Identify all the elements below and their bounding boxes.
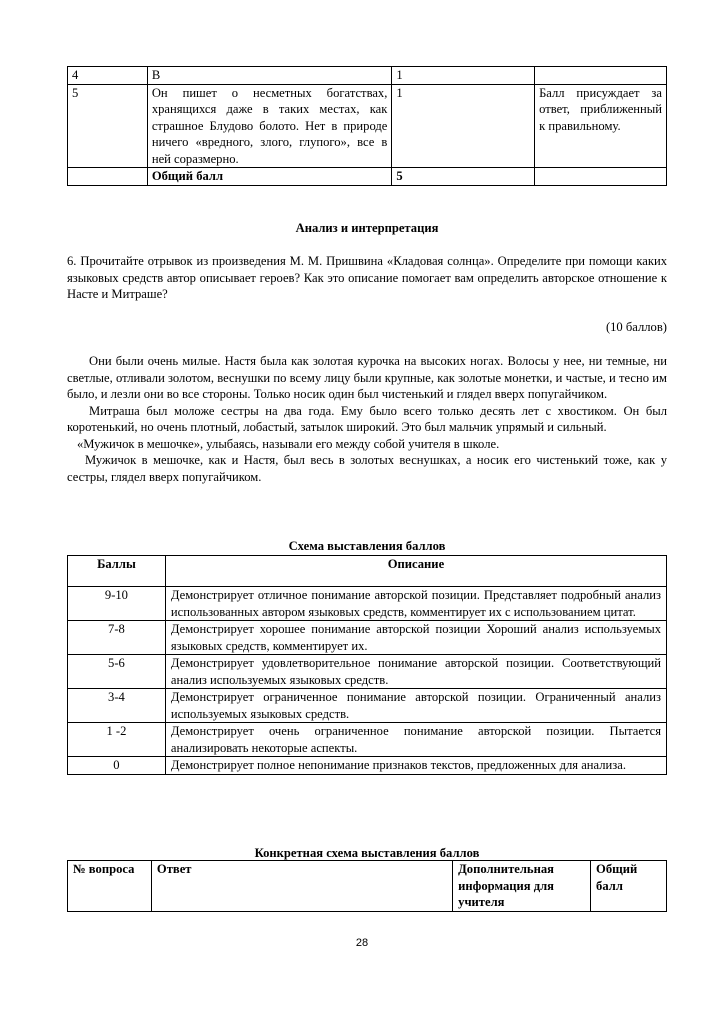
row-number: 5: [68, 84, 148, 168]
description-cell: Демонстрирует ограниченное понимание авторской позиции. Ограниченный анализ используемых языковых средств.: [165, 689, 666, 723]
note-cell: Балл присуждает за ответ, приближенный к правильному.: [535, 84, 667, 168]
column-header-info: Дополнительная информация для учителя: [453, 861, 591, 912]
table-row: [68, 67, 667, 85]
table-row: [68, 757, 667, 775]
table-row: [68, 655, 667, 689]
concrete-scoring-table: [67, 860, 667, 912]
table-header-row: [68, 861, 667, 912]
scoring-scheme-table: [67, 555, 667, 775]
empty-cell: [535, 168, 667, 186]
table-row: [68, 587, 667, 621]
score-cell: 1: [392, 67, 535, 85]
column-header-points: Баллы: [68, 556, 166, 587]
table-header-row: [68, 556, 667, 587]
excerpt-paragraph: «Мужичок в мешочке», улыбаясь, называли его между собой учителя в школе.: [77, 436, 500, 451]
column-header-description: Описание: [165, 556, 666, 587]
page-number: 28: [355, 937, 369, 949]
points-cell: 3-4: [68, 689, 166, 723]
description-cell: Демонстрирует отличное понимание авторской позиции. Представляет подробный анализ использованных автором языковых средств, комментирует их с использованием цитат.: [165, 587, 666, 621]
excerpt-paragraph: Мужичок в мешочке, как и Настя, был весь в золотых веснушках, а носик его чистенький тоже, как у сестры, глядел вверх попугайчиком.: [67, 453, 667, 484]
points-cell: 9-10: [68, 587, 166, 621]
description-cell: Демонстрирует полное непонимание признаков текстов, предложенных для анализа.: [165, 757, 666, 775]
total-value: 5: [392, 168, 535, 186]
note-cell: [535, 67, 667, 85]
points-cell: 0: [68, 757, 166, 775]
excerpt-paragraph: Они были очень милые. Настя была как золотая курочка на высоких ногах. Волосы у нее, ни темные, ни светлые, отливали золотом, веснушки по всему лицу были крупные, как золотые монетки, и частые, и тесно им было, и лезли они во все стороны. Только носик один был чистенький и глядел вверх попугайчиком.: [67, 354, 667, 401]
table-row: [68, 723, 667, 757]
points-cell: 1 -2: [68, 723, 166, 757]
points-label: (10 баллов): [605, 320, 667, 334]
top-score-table: [67, 66, 667, 186]
description-cell: Демонстрирует хорошее понимание авторской позиции Хороший анализ используемых языковых средств, комментирует их.: [165, 621, 666, 655]
scheme-heading: Схема выставления баллов: [288, 539, 446, 553]
table-row-total: [68, 168, 667, 186]
concrete-scheme-heading: Конкретная схема выставления баллов: [254, 846, 480, 860]
excerpt-paragraph: Митраша был моложе сестры на два года. Ему было всего только десять лет с хвостиком. Он был коротенький, но очень плотный, лобастый, затылок широкий. Это был мальчик упрямый и сильный.: [67, 403, 667, 434]
literary-excerpt: [67, 353, 667, 485]
points-cell: 5-6: [68, 655, 166, 689]
column-header-question-number: № вопроса: [68, 861, 152, 912]
points-cell: 7-8: [68, 621, 166, 655]
column-header-total: Общий балл: [591, 861, 667, 912]
score-cell: 1: [392, 84, 535, 168]
table-row: [68, 84, 667, 168]
description-cell: Демонстрирует удовлетворительное понимание авторской позиции. Соответствующий анализ используемых языковых средств.: [165, 655, 666, 689]
question-text: 6. Прочитайте отрывок из произведения М. М. Пришвина «Кладовая солнца». Определите при помощи каких языковых средств автор описывает героев? Как это описание помогает вам определить авторское отношение к Насте и Митраше?: [67, 254, 667, 301]
empty-cell: [68, 168, 148, 186]
description-cell: Демонстрирует очень ограниченное понимание авторской позиции. Пытается анализировать некоторые аспекты.: [165, 723, 666, 757]
total-label: Общий балл: [147, 168, 392, 186]
answer-cell: В: [147, 67, 392, 85]
table-row: [68, 621, 667, 655]
table-row: [68, 689, 667, 723]
answer-cell: Он пишет о несметных богатствах, хранящихся даже в таких местах, как страшное Блудово болото. Нет в природе ничего «вредного, злого, глупого», все в ней соразмерно.: [147, 84, 392, 168]
column-header-answer: Ответ: [151, 861, 452, 912]
row-number: 4: [68, 67, 148, 85]
section-heading: Анализ и интерпретация: [295, 221, 439, 235]
